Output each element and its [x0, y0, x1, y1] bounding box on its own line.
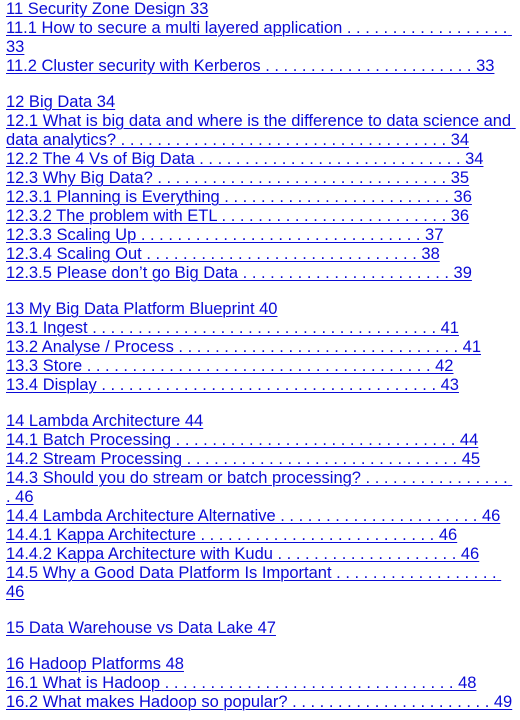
toc-link-12-3-4[interactable]: 12.3.4 Scaling Out . . . . . . . . . . . . . . . . . . . . . . . . . . . . . . 38: [6, 245, 440, 263]
toc-link-12-1[interactable]: 12.1 What is big data and where is the difference to data science and data analytics? . . . . . . . . . . . . . . . . . . . . . . . . . . . . . . . . . . . . 34: [6, 112, 516, 149]
section-spacer: [6, 602, 514, 619]
section-spacer: [6, 638, 514, 655]
table-of-contents: [6, 0, 514, 712]
toc-link-12-3-2[interactable]: 12.3.2 The problem with ETL . . . . . . . . . . . . . . . . . . . . . . . . . 36: [6, 207, 470, 225]
toc-link-13-1[interactable]: 13.1 Ingest . . . . . . . . . . . . . . . . . . . . . . . . . . . . . . . . . . . . . . 41: [6, 319, 459, 337]
toc-link-16-2[interactable]: 16.2 What makes Hadoop so popular? . . . . . . . . . . . . . . . . . . . . . . 49: [6, 693, 513, 711]
toc-link-12-3[interactable]: 12.3 Why Big Data? . . . . . . . . . . . . . . . . . . . . . . . . . . . . . . . . 35: [6, 169, 470, 187]
toc-heading-15[interactable]: 15 Data Warehouse vs Data Lake 47: [6, 619, 276, 637]
section-spacer: [6, 283, 514, 300]
section-spacer: [6, 76, 514, 93]
toc-link-14-5[interactable]: 14.5 Why a Good Data Platform Is Important . . . . . . . . . . . . . . . . . . 46: [6, 564, 502, 601]
toc-link-16-1[interactable]: 16.1 What is Hadoop . . . . . . . . . . . . . . . . . . . . . . . . . . . . . . . . 48: [6, 674, 477, 692]
toc-link-12-3-1[interactable]: 12.3.1 Planning is Everything . . . . . . . . . . . . . . . . . . . . . . . . . 36: [6, 188, 472, 206]
toc-link-12-3-3[interactable]: 12.3.3 Scaling Up . . . . . . . . . . . . . . . . . . . . . . . . . . . . . . . 37: [6, 226, 444, 244]
section-spacer: [6, 395, 514, 412]
toc-link-13-3[interactable]: 13.3 Store . . . . . . . . . . . . . . . . . . . . . . . . . . . . . . . . . . . . . . 42: [6, 357, 454, 375]
toc-link-13-4[interactable]: 13.4 Display . . . . . . . . . . . . . . . . . . . . . . . . . . . . . . . . . . . . . 43: [6, 376, 459, 394]
toc-heading-16[interactable]: 16 Hadoop Platforms 48: [6, 655, 184, 673]
toc-heading-14[interactable]: 14 Lambda Architecture 44: [6, 412, 204, 430]
toc-link-12-2[interactable]: 12.2 The 4 Vs of Big Data . . . . . . . . . . . . . . . . . . . . . . . . . . . . . 34: [6, 150, 484, 168]
toc-heading-13[interactable]: 13 My Big Data Platform Blueprint 40: [6, 300, 278, 318]
toc-link-12-3-5[interactable]: 12.3.5 Please don’t go Big Data . . . . . . . . . . . . . . . . . . . . . . . 39: [6, 264, 472, 282]
toc-heading-11[interactable]: 11 Security Zone Design 33: [6, 0, 209, 18]
toc-link-14-4[interactable]: 14.4 Lambda Architecture Alternative . . . . . . . . . . . . . . . . . . . . . . 46: [6, 507, 501, 525]
toc-link-14-4-1[interactable]: 14.4.1 Kappa Architecture . . . . . . . . . . . . . . . . . . . . . . . . . . 46: [6, 526, 458, 544]
toc-link-14-3[interactable]: 14.3 Should you do stream or batch processing? . . . . . . . . . . . . . . . . . 46: [6, 469, 513, 506]
toc-link-11-2[interactable]: 11.2 Cluster security with Kerberos . . . . . . . . . . . . . . . . . . . . . . . 33: [6, 57, 495, 75]
toc-heading-12[interactable]: 12 Big Data 34: [6, 93, 116, 111]
toc-link-11-1[interactable]: 11.1 How to secure a multi layered application . . . . . . . . . . . . . . . . . . 33: [6, 19, 512, 56]
toc-link-13-2[interactable]: 13.2 Analyse / Process . . . . . . . . . . . . . . . . . . . . . . . . . . . . . . . 41: [6, 338, 482, 356]
toc-link-14-2[interactable]: 14.2 Stream Processing . . . . . . . . . . . . . . . . . . . . . . . . . . . . . . 45: [6, 450, 481, 468]
toc-link-14-1[interactable]: 14.1 Batch Processing . . . . . . . . . . . . . . . . . . . . . . . . . . . . . . . 44: [6, 431, 479, 449]
toc-link-14-4-2[interactable]: 14.4.2 Kappa Architecture with Kudu . . . . . . . . . . . . . . . . . . . . 46: [6, 545, 480, 563]
